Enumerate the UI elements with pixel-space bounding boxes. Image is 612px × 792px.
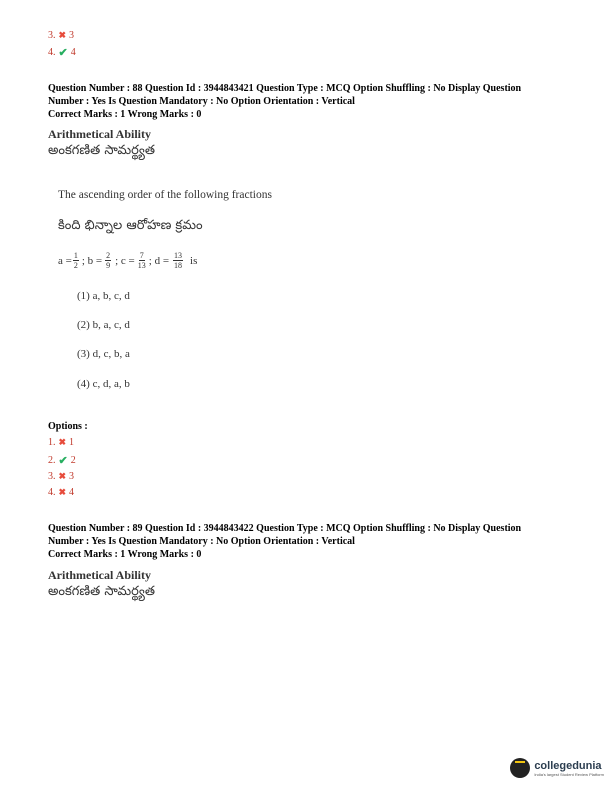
collegedunia-logo — [510, 758, 604, 778]
formula-suffix: is — [190, 254, 198, 267]
q88-options-label: Options : — [48, 421, 88, 432]
option-number: 3. — [48, 471, 56, 482]
q88-choice-2: (2) b, a, c, d — [77, 319, 130, 331]
q89-subject-en: Arithmetical Ability — [48, 568, 151, 582]
q89-meta — [48, 522, 588, 561]
q89-meta-line1: Question Number : 89 Question Id : 3944843422 Question Type : MCQ Option Shuffling : No Display Question — [48, 523, 522, 534]
prev-option-4 — [48, 46, 76, 59]
option-label: 1 — [69, 437, 75, 448]
option-label: 3 — [69, 471, 75, 482]
fraction-c-den: 13 — [137, 261, 146, 270]
graduate-mascot-icon — [510, 758, 530, 778]
option-label: 3 — [69, 30, 75, 41]
q88-meta-line1: Question Number : 88 Question Id : 3944843421 Question Type : MCQ Option Shuffling : No Display Question — [48, 83, 522, 94]
fraction-b-den: 9 — [106, 261, 111, 270]
cross-icon: ✖ — [58, 487, 67, 497]
check-icon: ✔ — [58, 455, 68, 467]
option-label: 2 — [70, 455, 76, 466]
fraction-a — [73, 251, 79, 270]
q88-option-3 — [48, 471, 74, 482]
prev-option-3 — [48, 30, 74, 41]
logo-text — [534, 760, 604, 777]
q88-option-1 — [48, 437, 74, 448]
q88-question-te: కింది భిన్నాల ఆరోహణ క్రమం — [58, 218, 203, 233]
q88-option-2 — [48, 454, 76, 467]
q88-meta — [48, 82, 588, 121]
q88-meta-line2: Number : Yes Is Question Mandatory : No Option Orientation : Vertical — [48, 96, 355, 107]
fraction-c-num: 7 — [139, 251, 144, 260]
cross-icon: ✖ — [58, 437, 67, 447]
logo-name: collegedunia — [534, 759, 602, 772]
option-number: 4. — [48, 47, 56, 58]
logo-tagline: India's largest Student Review Platform — [534, 771, 604, 777]
fraction-d-num: 13 — [174, 251, 183, 260]
formula-a-label: a = — [58, 254, 72, 267]
fraction-a-den: 2 — [73, 261, 78, 270]
q88-formula — [58, 251, 197, 270]
option-label: 4 — [70, 47, 76, 58]
q89-meta-line2: Number : Yes Is Question Mandatory : No Option Orientation : Vertical — [48, 536, 355, 547]
fraction-b — [105, 251, 111, 270]
fraction-d-den: 18 — [174, 261, 183, 270]
q88-marks: Correct Marks : 1 Wrong Marks : 0 — [48, 109, 202, 120]
q89-subject-te: అంకగణిత సామర్థ్యత — [48, 584, 156, 599]
fraction-b-num: 2 — [106, 251, 111, 260]
q88-choice-3: (3) d, c, b, a — [77, 348, 130, 360]
q89-marks: Correct Marks : 1 Wrong Marks : 0 — [48, 549, 202, 560]
q88-option-4 — [48, 487, 74, 498]
option-number: 4. — [48, 487, 56, 498]
formula-b-label: ; b = — [81, 254, 103, 267]
cross-icon: ✖ — [58, 471, 67, 481]
option-number: 1. — [48, 437, 56, 448]
formula-c-label: ; c = — [115, 254, 135, 267]
option-number: 2. — [48, 455, 56, 466]
fraction-a-num: 1 — [73, 251, 78, 260]
q88-question-en: The ascending order of the following fractions — [58, 189, 272, 201]
q88-subject-en: Arithmetical Ability — [48, 127, 151, 141]
q88-subject-te: అంకగణిత సామర్థ్యత — [48, 143, 156, 158]
fraction-c — [138, 251, 146, 270]
cross-icon: ✖ — [58, 30, 67, 40]
check-icon: ✔ — [58, 47, 68, 59]
formula-d-label: ; d = — [148, 254, 170, 267]
q88-choice-1: (1) a, b, c, d — [77, 290, 130, 302]
fraction-d — [173, 251, 183, 270]
option-number: 3. — [48, 30, 56, 41]
option-label: 4 — [69, 487, 75, 498]
q88-choice-4: (4) c, d, a, b — [77, 378, 130, 390]
